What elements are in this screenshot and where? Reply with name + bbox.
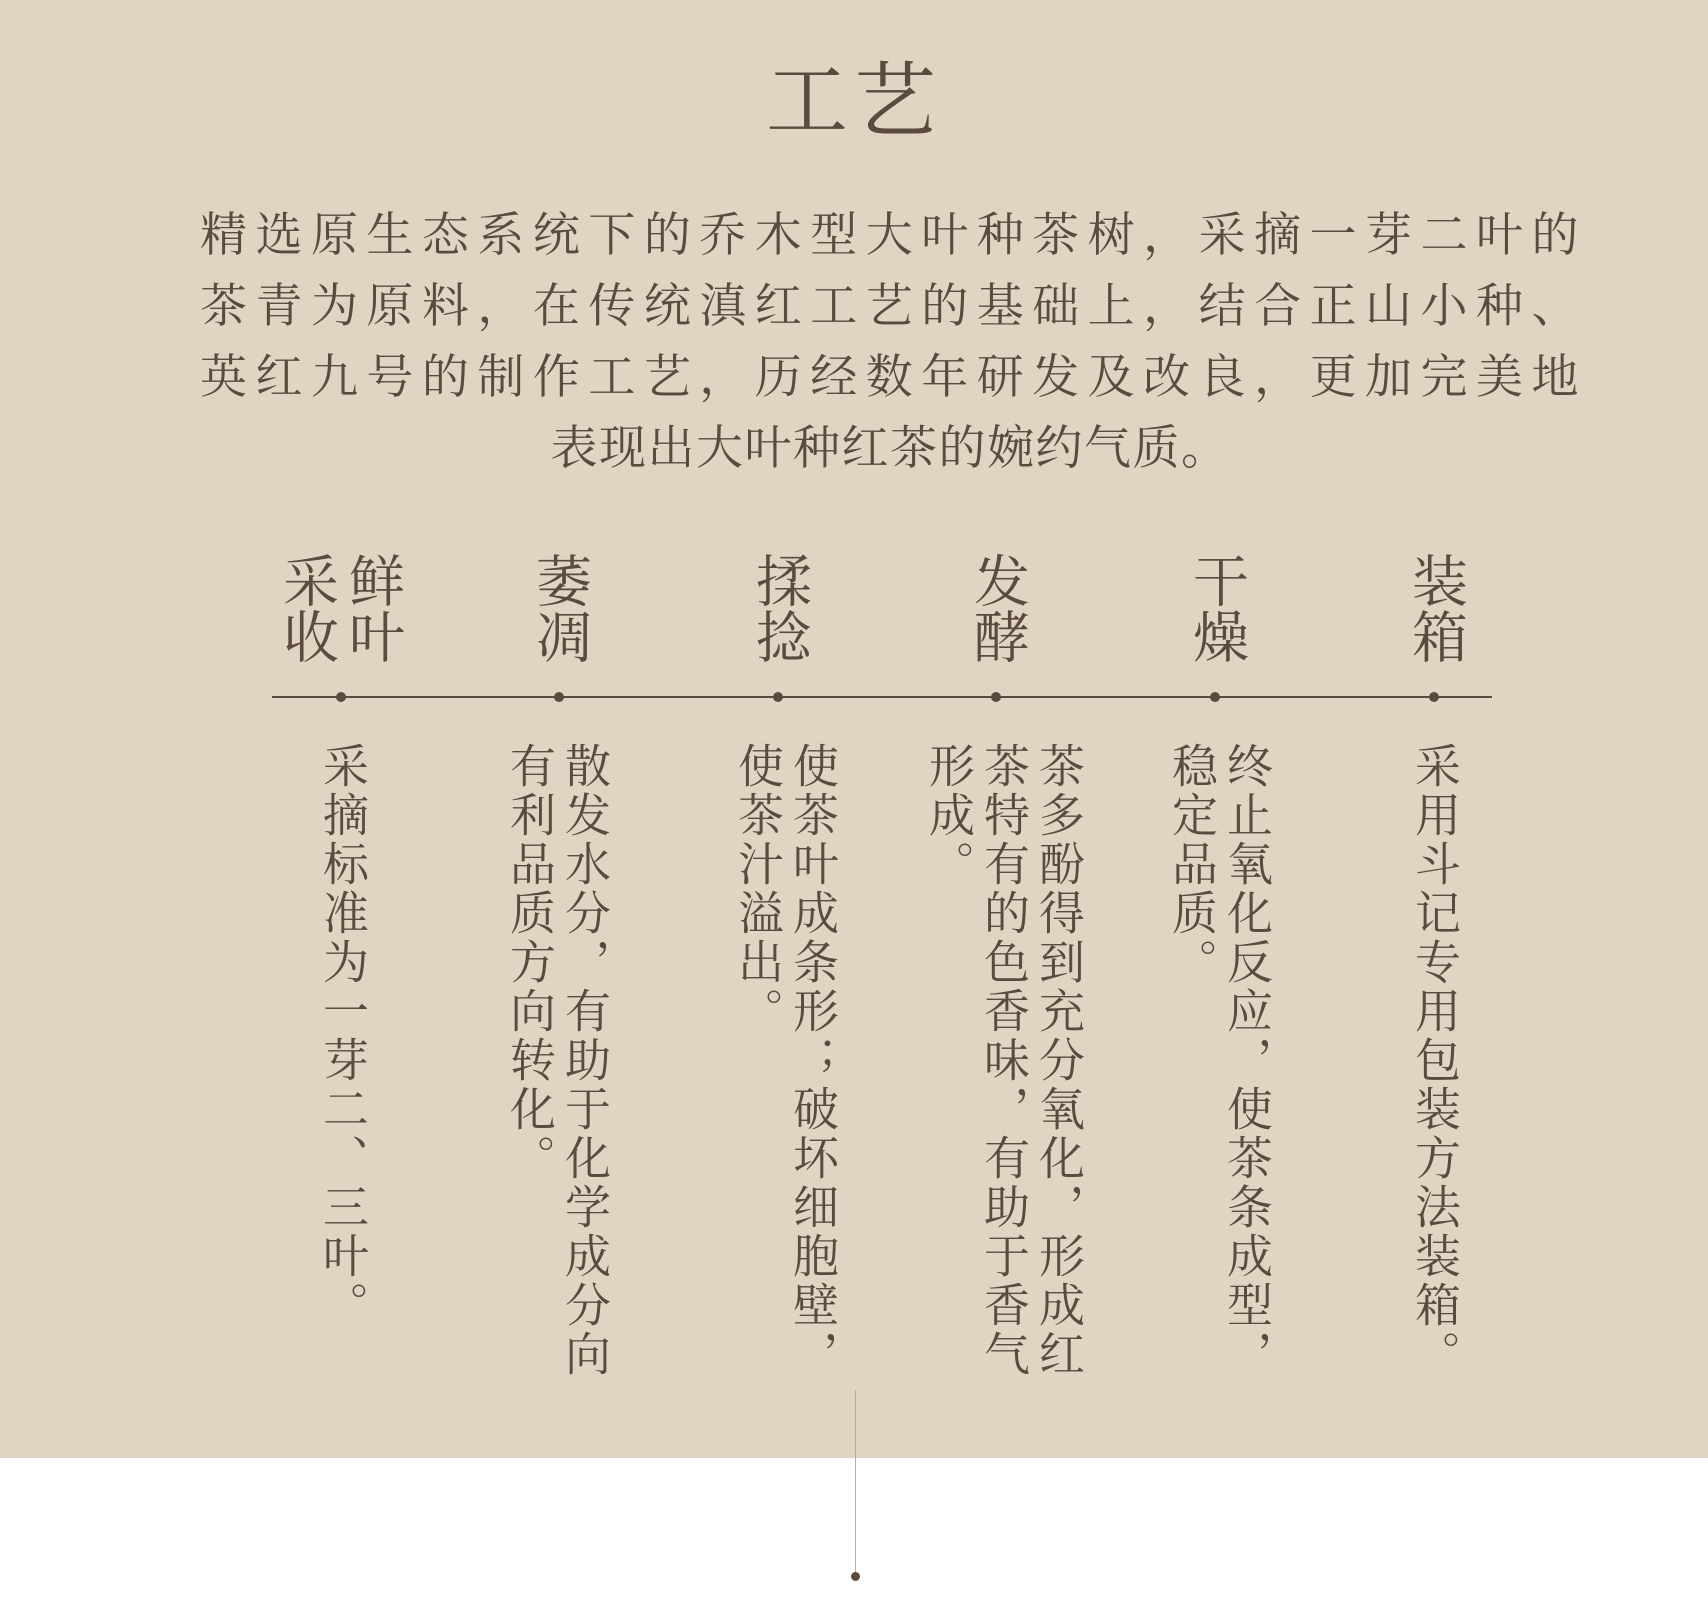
timeline-dot <box>1429 692 1439 702</box>
step-description-boxing: 采用斗记专用包装方法装箱。 <box>1408 742 1462 1379</box>
timeline-dot <box>554 692 564 702</box>
step-description-withering: 散发水分，有助于化学成分向有利品质方向转化。 <box>503 742 612 1379</box>
step-title-fresh-leaf-picking: 鲜叶采收 <box>274 552 405 664</box>
step-title-fermentation: 发酵 <box>965 552 1030 664</box>
timeline-dot <box>991 692 1001 702</box>
step-description-fermentation: 茶多酚得到充分氧化，形成红茶特有的色香味，有助于香气形成。 <box>922 742 1086 1379</box>
intro-paragraph <box>200 200 1580 484</box>
timeline-dot <box>773 692 783 702</box>
intro-line: 表现出大叶种红茶的婉约气质。 <box>550 421 1230 476</box>
step-description-drying: 终止氧化反应，使茶条成型，稳定品质。 <box>1165 742 1274 1379</box>
timeline-dot <box>1210 692 1220 702</box>
intro-line: 精选原生态系统下的乔木型大叶种茶树，采摘一芽二叶的 <box>200 208 1580 263</box>
step-title-boxing: 装箱 <box>1403 552 1468 664</box>
step-title-rolling: 揉捻 <box>747 552 812 664</box>
step-description-rolling: 使茶叶成条形；破坏细胞壁，使茶汁溢出。 <box>731 742 840 1379</box>
step-title-drying: 干燥 <box>1184 552 1249 664</box>
intro-line: 茶青为原料，在传统滇红工艺的基础上，结合正山小种、 <box>200 279 1580 334</box>
step-description-fresh-leaf-picking: 采摘标准为一芽二、三叶。 <box>316 742 370 1330</box>
step-title-withering: 萎凋 <box>527 552 592 664</box>
timeline-line <box>272 696 1492 698</box>
page-title: 工艺 <box>765 54 942 149</box>
scroll-indicator-dot <box>851 1572 860 1581</box>
timeline-dot <box>336 692 346 702</box>
intro-line: 英红九号的制作工艺，历经数年研发及改良，更加完美地 <box>200 350 1580 405</box>
scroll-indicator-line <box>855 1390 856 1576</box>
